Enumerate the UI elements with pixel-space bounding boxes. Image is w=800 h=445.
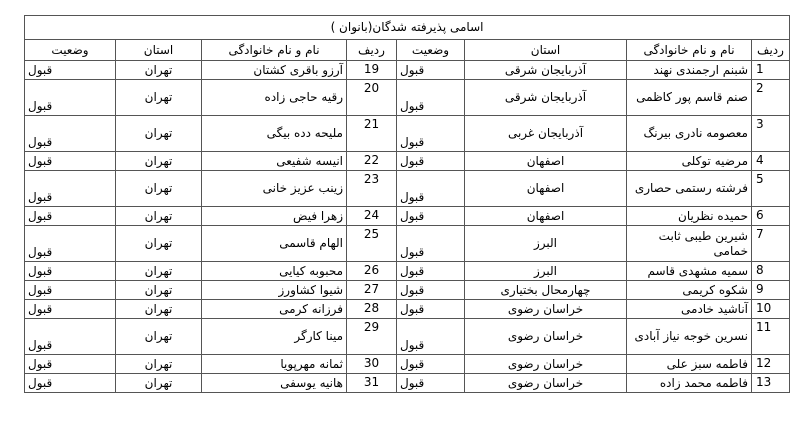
row-number-cell: 11 (752, 319, 790, 355)
status-cell: قبول (397, 355, 465, 374)
row-number-cell: 13 (752, 374, 790, 393)
status-cell: قبول (397, 116, 465, 152)
province-cell: خراسان رضوی (465, 300, 627, 319)
name-cell: نسرین خوجه نیاز آبادی (627, 319, 752, 355)
table-row (25, 281, 790, 300)
results-sheet (24, 15, 789, 393)
row-number-cell: 7 (752, 226, 790, 262)
name-cell: آرزو باقری کشتان (202, 61, 347, 80)
name-cell: انیسه شفیعی (202, 152, 347, 171)
row-number-cell: 4 (752, 152, 790, 171)
header-row-right: ردیف (752, 40, 790, 61)
province-cell: آذربایجان غربی (465, 116, 627, 152)
row-number-cell: 28 (347, 300, 397, 319)
name-cell: شیوا کشاورز (202, 281, 347, 300)
status-cell: قبول (397, 152, 465, 171)
row-number-cell: 24 (347, 207, 397, 226)
status-cell: قبول (25, 262, 116, 281)
province-cell: البرز (465, 226, 627, 262)
name-cell: هانیه یوسفی (202, 374, 347, 393)
province-cell: تهران (116, 374, 202, 393)
status-cell: قبول (397, 374, 465, 393)
province-cell: تهران (116, 300, 202, 319)
province-cell: تهران (116, 355, 202, 374)
name-cell: حمیده نظریان (627, 207, 752, 226)
header-status-left: وضعیت (25, 40, 116, 61)
table-row (25, 226, 790, 262)
name-cell: شیرین طیبی ثابت خمامی (627, 226, 752, 262)
province-cell: تهران (116, 80, 202, 116)
status-cell: قبول (397, 300, 465, 319)
status-cell: قبول (397, 319, 465, 355)
table-title: اسامی پذیرفته شدگان(بانوان ) (25, 16, 790, 40)
row-number-cell: 9 (752, 281, 790, 300)
row-number-cell: 22 (347, 152, 397, 171)
province-cell: تهران (116, 152, 202, 171)
table-row (25, 262, 790, 281)
status-cell: قبول (25, 207, 116, 226)
table-row (25, 300, 790, 319)
status-cell: قبول (25, 319, 116, 355)
table-row (25, 171, 790, 207)
province-cell: تهران (116, 319, 202, 355)
status-cell: قبول (25, 116, 116, 152)
status-cell: قبول (25, 374, 116, 393)
row-number-cell: 23 (347, 171, 397, 207)
status-cell: قبول (25, 226, 116, 262)
header-row-left: ردیف (347, 40, 397, 61)
name-cell: فاطمه محمد زاده (627, 374, 752, 393)
table-row (25, 355, 790, 374)
status-cell: قبول (397, 171, 465, 207)
name-cell: ملیحه دده بیگی (202, 116, 347, 152)
row-number-cell: 12 (752, 355, 790, 374)
table-row (25, 374, 790, 393)
row-number-cell: 29 (347, 319, 397, 355)
status-cell: قبول (397, 226, 465, 262)
table-row (25, 319, 790, 355)
province-cell: تهران (116, 116, 202, 152)
province-cell: اصفهان (465, 171, 627, 207)
header-row (25, 40, 790, 61)
province-cell: تهران (116, 171, 202, 207)
name-cell: زینب عزیز خانی (202, 171, 347, 207)
province-cell: آذربایجان شرقی (465, 61, 627, 80)
name-cell: سمیه مشهدی قاسم (627, 262, 752, 281)
name-cell: ثمانه مهرپویا (202, 355, 347, 374)
row-number-cell: 25 (347, 226, 397, 262)
row-number-cell: 31 (347, 374, 397, 393)
province-cell: تهران (116, 281, 202, 300)
row-number-cell: 21 (347, 116, 397, 152)
row-number-cell: 26 (347, 262, 397, 281)
status-cell: قبول (397, 80, 465, 116)
province-cell: خراسان رضوی (465, 319, 627, 355)
status-cell: قبول (397, 281, 465, 300)
row-number-cell: 3 (752, 116, 790, 152)
table-row (25, 61, 790, 80)
province-cell: خراسان رضوی (465, 374, 627, 393)
header-province-left: استان (116, 40, 202, 61)
name-cell: آناشید خادمی (627, 300, 752, 319)
province-cell: تهران (116, 262, 202, 281)
province-cell: خراسان رضوی (465, 355, 627, 374)
row-number-cell: 8 (752, 262, 790, 281)
province-cell: تهران (116, 226, 202, 262)
name-cell: الهام قاسمی (202, 226, 347, 262)
row-number-cell: 30 (347, 355, 397, 374)
header-status-right: وضعیت (397, 40, 465, 61)
name-cell: فرشته رستمی حصاری (627, 171, 752, 207)
name-cell: فرزانه کرمی (202, 300, 347, 319)
name-cell: معصومه نادری بیرنگ (627, 116, 752, 152)
province-cell: تهران (116, 61, 202, 80)
name-cell: فاطمه سبز علی (627, 355, 752, 374)
header-province-right: استان (465, 40, 627, 61)
table-row (25, 152, 790, 171)
status-cell: قبول (25, 281, 116, 300)
status-cell: قبول (25, 355, 116, 374)
table-row (25, 116, 790, 152)
name-cell: زهرا فیض (202, 207, 347, 226)
name-cell: محبوبه کیایی (202, 262, 347, 281)
province-cell: آذربایجان شرقی (465, 80, 627, 116)
province-cell: البرز (465, 262, 627, 281)
row-number-cell: 1 (752, 61, 790, 80)
status-cell: قبول (25, 61, 116, 80)
table-row (25, 80, 790, 116)
name-cell: مرضیه توکلی (627, 152, 752, 171)
row-number-cell: 10 (752, 300, 790, 319)
province-cell: تهران (116, 207, 202, 226)
row-number-cell: 5 (752, 171, 790, 207)
row-number-cell: 27 (347, 281, 397, 300)
accepted-list-table (24, 15, 790, 393)
status-cell: قبول (25, 300, 116, 319)
name-cell: شبنم ارجمندی نهند (627, 61, 752, 80)
row-number-cell: 20 (347, 80, 397, 116)
header-name-right: نام و نام خانوادگی (627, 40, 752, 61)
name-cell: صنم قاسم پور کاظمی (627, 80, 752, 116)
status-cell: قبول (397, 207, 465, 226)
status-cell: قبول (397, 61, 465, 80)
row-number-cell: 19 (347, 61, 397, 80)
row-number-cell: 6 (752, 207, 790, 226)
header-name-left: نام و نام خانوادگی (202, 40, 347, 61)
row-number-cell: 2 (752, 80, 790, 116)
status-cell: قبول (397, 262, 465, 281)
status-cell: قبول (25, 152, 116, 171)
province-cell: اصفهان (465, 207, 627, 226)
name-cell: رقیه حاجی زاده (202, 80, 347, 116)
province-cell: اصفهان (465, 152, 627, 171)
status-cell: قبول (25, 80, 116, 116)
name-cell: مینا کارگر (202, 319, 347, 355)
province-cell: چهارمحال بختیاری (465, 281, 627, 300)
status-cell: قبول (25, 171, 116, 207)
name-cell: شکوه کریمی (627, 281, 752, 300)
table-row (25, 207, 790, 226)
